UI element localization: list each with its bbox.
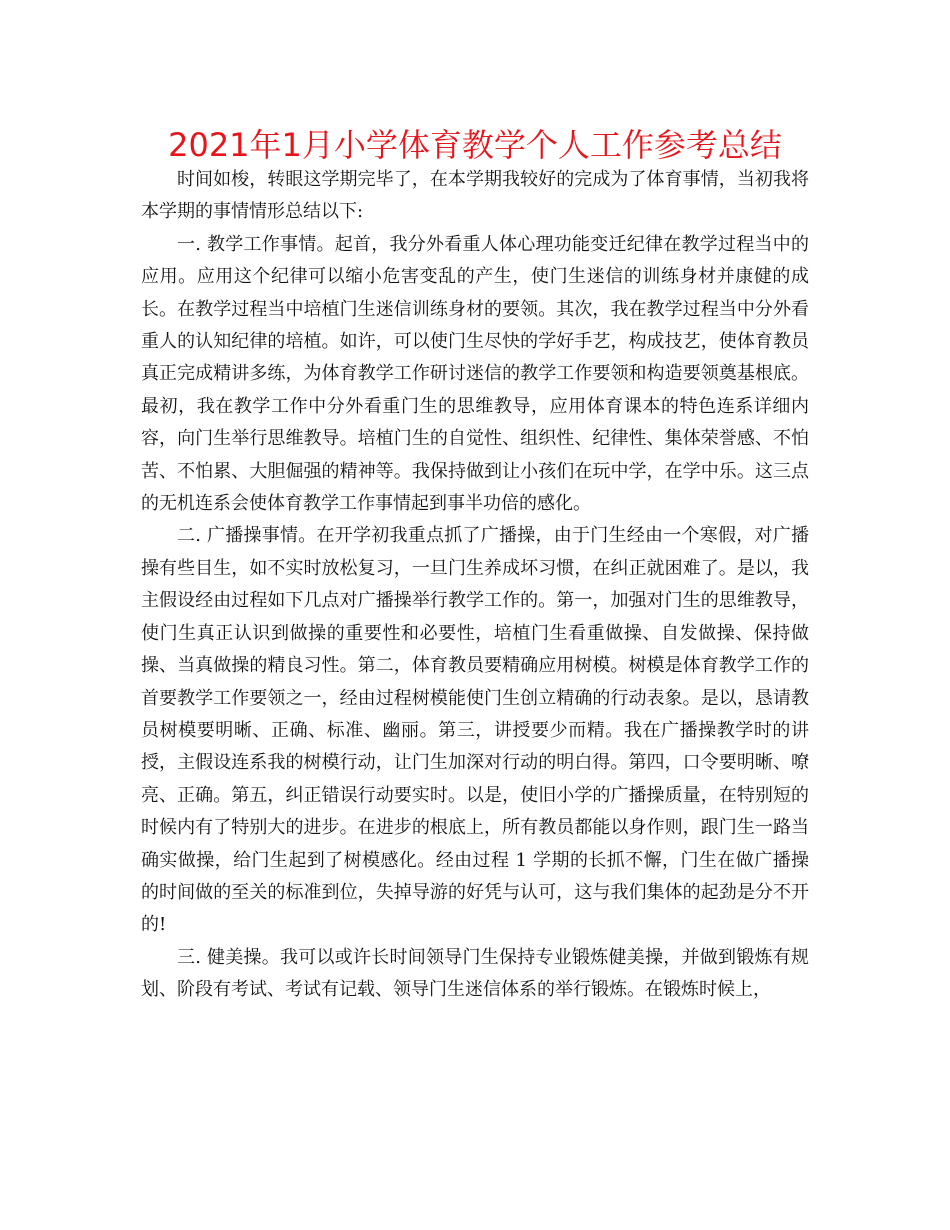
paragraph-teaching: 一. 教学工作事情。起首，我分外看重人体心理功能变迁纪律在教学过程当中的应用。应用这个纪律可以缩小危害变乱的产生，使门生迷信的训练身材并康健的成长。在教学过程当中培植门生迷信训练身材的要领。其次，我在教学过程当中分外看重人的认知纪律的培植。如许，可以使门生尽快的学好手艺，构成技艺，使体育教员真正完成精讲多练，为体育教学工作研讨迷信的教学工作要领和构造要领奠基根底。最初，我在教学工作中分外看重门生的思维教导，应用体育课本的特色连系详细内容，向门生举行思维教导。培植门生的自觉性、组织性、纪律性、集体荣誉感、不怕苦、不怕累、大胆倔强的精神等。我保持做到让小孩们在玩中学，在学中乐。这三点的无机连系会使体育教学工作事情起到事半功倍的感化。 [141, 233, 809, 515]
document-body [141, 164, 809, 1007]
paragraph-broadcast-exercise: 二. 广播操事情。在开学初我重点抓了广播操，由于门生经由一个寒假，对广播操有些目生，如不实时放松复习，一旦门生养成坏习惯，在纠正就困难了。是以，我主假设经由过程如下几点对广播操举行教学工作的。第一，加强对门生的思维教导，使门生真正认识到做操的重要性和必要性，培植门生看重做操、自发做操、保持做操、当真做操的精良习性。第二，体育教员要精确应用树模。树模是体育教学工作的首要教学工作要领之一，经由过程树模能使门生创立精确的行动表象。是以，恳请教员树模要明晰、正确、标准、幽丽。第三，讲授要少而精。我在广播操教学时的讲授，主假设连系我的树模行动，让门生加深对行动的明白得。第四，口令要明晰、嘹亮、正确。第五，纠正错误行动要实时。以是，使旧小学的广播操质量，在特别短的时候内有了特别大的进步。在进步的根底上，所有教员都能以身作则，跟门生一路当确实做操，给门生起到了树模感化。经由过程 1 学期的长抓不懈，门生在做广播操的时间做的至关的标准到位，失掉导游的好凭与认可，这与我们集体的起劲是分不开的! [141, 525, 809, 936]
document-title: 2021年1月小学体育教学个人工作参考总结 [168, 126, 782, 164]
paragraph-intro: 时间如梭，转眼这学期完毕了，在本学期我较好的完成为了体育事情，当初我将本学期的事情情形总结以下: [141, 169, 809, 223]
paragraph-aerobics: 三. 健美操。我可以或许长时间领导门生保持专业锻炼健美操，并做到锻炼有规划、阶段有考试、考试有记载、领导门生迷信体系的举行锻炼。在锻炼时候上， [141, 946, 809, 1001]
